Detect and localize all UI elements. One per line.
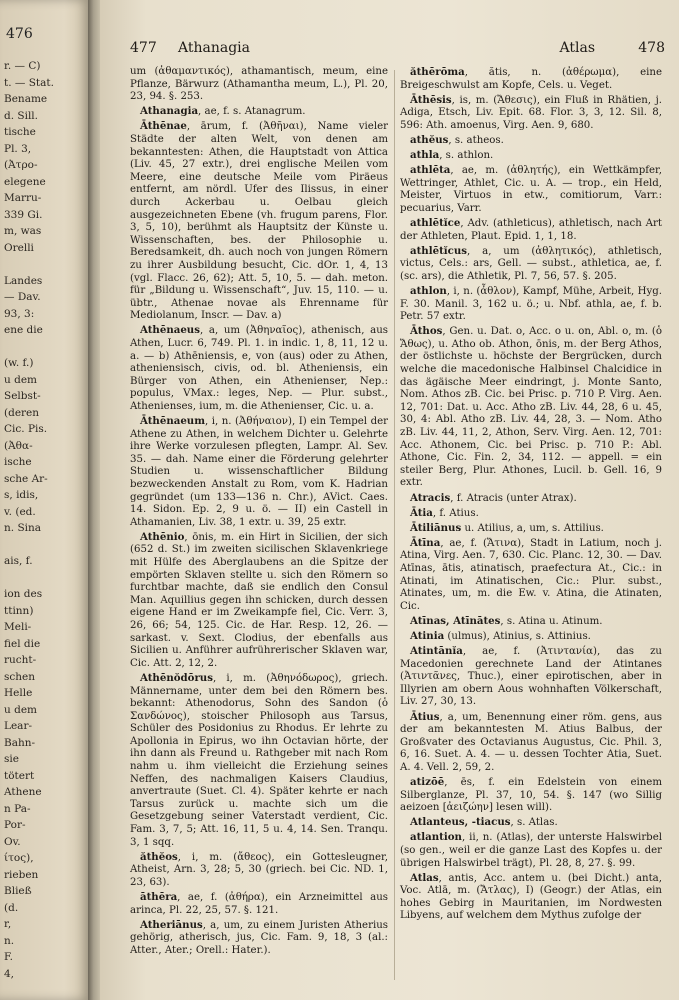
column-divider — [394, 70, 395, 980]
dictionary-entry — [130, 105, 388, 119]
dictionary-entry — [400, 285, 662, 324]
left-page-fragment: sie — [4, 753, 19, 765]
entry-headword: athlētĭcus — [410, 244, 467, 257]
entry-definition: , ae, m. (ἀθλητής), ein Wettkämpfer, Wettringer, Athlet, Cic. u. A. — trop., ein Held, Meister, Virtuos in etw., comitiorum, Varr.: pecuarius, Varr. — [400, 165, 662, 214]
left-page — [0, 0, 92, 1000]
entry-definition: u. Atilius, a, um, s. Attilius. — [461, 522, 604, 534]
entry-definition: , ārum, f. (Ἀθῆναι), Name vieler Städte der alten Welt, von denen am bekanntesten: Athen, die Hauptstadt von Attica (Liv. 45, 27 extr.), drei englische Meilen vom Meere, eine deutsche Meile vom Piräeus entfernt, am nördl. Ufer des Ilissus, in einer durch Ackerbau u. Oelbau gleich ausgezeichneten Ebene (vh. frugum parens, Flor. 3, 5, 10), berühmt als Hauptsitz der Künste u. Wissenschaften, bes. der Philosophie u. Beredsamkeit, dh. auch noch von jungen Römern zu ihrer Ausbildung besucht, Cic. dOr. 1, 4, 13 (vgl. Flacc. 26, 62); Att. 5, 10, 5. — dah. meton. für „Bildung u. Wissenschaft“, Juv. 15, 110. — u. übtr., Athenae novae als Ehrenname für Mediolanum, Inscr. — Dav. a) — [130, 121, 388, 322]
left-page-fragment: Bließ — [4, 885, 32, 897]
left-page-fragment: Athene — [4, 786, 42, 798]
dictionary-column-left — [130, 66, 388, 959]
entry-definition: , i, m. (ἄθεος), ein Gottesleugner, Atheist, Arn. 3, 28; 5, 30 (griech. bei Cic. ND. 1, 23, 63). — [130, 851, 388, 888]
left-page-fragment: t. — Stat. — [4, 76, 54, 89]
entry-headword: ăthĕos — [140, 850, 178, 863]
left-page-fragment: (w. f.) — [4, 357, 34, 369]
dictionary-entry — [130, 851, 388, 890]
entry-headword: Āthēnaeum — [140, 415, 205, 428]
left-page-fragment: n. Sina — [4, 522, 42, 534]
dictionary-entry — [400, 507, 662, 521]
entry-definition: um (ἀθαμαντικός), athamantisch, meum, eine Pflanze, Bärwurz (Athamantha meum, L.), Pl. 20, 23, 94. §. 253. — [130, 66, 388, 103]
entry-definition: , a, um (Ἀθηναῖος), athenisch, aus Athen, Lucr. 6, 749. Pl. 1. in indic. 1, 8, 11, 12 u. a. — b) Athēniensis, e, von (aus) oder zu Athen, atheniensisch, civis, od. bl. Atheniensis, ein Bürger von Athen, ein Athenienser, Nep.: populus, VMax.: leges, Nep. — Plur. subst., Athenienses, ium, m. die Athenienser, Cic. u. a. — [130, 325, 388, 412]
left-page-fragment: n Pa- — [4, 802, 31, 815]
dictionary-entry — [400, 94, 662, 133]
dictionary-entry — [400, 537, 662, 614]
page-header — [122, 40, 665, 60]
entry-definition: , antis, Acc. antem u. (bei Dicht.) anta, Voc. Atlā, m. (Ἄτλας), I) (Geogr.) der Atlas, ein hohes Gebirg in Mauritanien, im Nordwesten Libyens, auf welchem dem Mythus zufolge der — [400, 872, 662, 922]
entry-headword: Atheriānus — [140, 918, 203, 931]
left-page-fragment: rieben — [4, 868, 39, 881]
left-page-fragment: Bahn- — [4, 736, 36, 749]
left-page-fragment: ais, f. — [4, 555, 33, 567]
entry-definition: (ulmus), Atinius, s. Attinius. — [444, 630, 591, 642]
entry-headword: Āthēsis — [410, 93, 452, 106]
left-page-fragment: ίτος), — [4, 852, 34, 864]
entry-definition: , i, n. (ἆθλον), Kampf, Mühe, Arbeit, Hyg. F. 30. Manil. 3, 162 u. ö.; u. Nbf. athla, ae, f. b. Petr. 57 extr. — [400, 286, 662, 323]
left-page-fragment: s, idis, — [4, 489, 39, 501]
left-page-fragment: Marru- — [4, 192, 42, 204]
entry-definition: , i, n. (Ἀθήναιον), I) ein Tempel der Athene zu Athen, in welchem Dichter u. Gelehrte ihre Werke vorzulesen pflegten, Lampr. Al. Sev. 35. — dah. Name einer die Förderung gelehrter Studien u. wissenschaftlicher Bildung bezweckenden Anstalt zu Rom, vom K. Hadrian gegründet (um 133—136 n. Chr.), AVict. Caes. 14. Sidon. Ep. 2, 9 u. ö. — II) ein Castell in Athamanien, Liv. 38, 1 extr. u. 39, 25 extr. — [130, 416, 388, 528]
entry-definition: , ae, f. s. Atanagrum. — [198, 106, 306, 118]
entry-headword: atlantion — [410, 831, 462, 844]
left-page-fragment: (d. — [4, 901, 19, 914]
left-page-fragment: F. — [4, 951, 13, 963]
entry-definition: , a, um (ἀθλητικός), athletisch, victus, Cels.: ars, Gell. — subst., athletica, ae, f. (sc. ars), die Athletik, Pl. 7, 56, 57. §. 205. — [400, 245, 662, 282]
left-page-fragment: 93, 3: — [4, 307, 35, 320]
entry-headword: Ātiliānus — [410, 521, 462, 534]
left-page-fragment: schen — [4, 670, 36, 683]
dictionary-entry — [400, 134, 662, 148]
left-page-fragment: (Ἀθα- — [4, 439, 33, 452]
dictionary-entry — [400, 149, 662, 163]
entry-headword: athlētĭce — [410, 217, 461, 230]
left-page-fragment: — Dav. — [4, 291, 41, 303]
left-page-fragment: Meli- — [4, 621, 32, 633]
left-page-fragment: (deren — [4, 406, 40, 419]
left-page-fragment: n. — [4, 934, 15, 947]
dictionary-entry — [400, 831, 662, 870]
entry-headword: Atlanteus, -tiacus — [410, 816, 511, 829]
dictionary-entry — [400, 711, 662, 775]
left-page-fragment: elegene — [4, 175, 46, 188]
dictionary-entry — [400, 630, 662, 644]
entry-headword: Athēnaeus — [140, 324, 200, 337]
entry-definition: , s. atheos. — [448, 134, 504, 146]
dictionary-entry — [130, 120, 388, 323]
left-page-fragment: Lear- — [4, 720, 33, 732]
left-page-fragment: 339 Gi. — [4, 208, 43, 221]
dictionary-entry — [400, 816, 662, 830]
entry-headword: Ātia — [410, 506, 433, 519]
entry-headword: Atlas — [410, 871, 439, 884]
dictionary-entry — [400, 164, 662, 215]
left-page-number: 476 — [6, 26, 33, 42]
left-page-fragment: Por- — [4, 819, 26, 831]
dictionary-entry — [400, 872, 662, 923]
left-page-fragment: ion des — [4, 588, 43, 600]
entry-headword: Athēnŏdōrus — [140, 671, 213, 684]
entry-definition: , f. Atracis (unter Atrax). — [450, 492, 577, 504]
dictionary-entry — [400, 615, 662, 629]
entry-definition: , ēs, f. ein Edelstein von einem Silberglanze, Pl. 37, 10, 54. §. 147 (wo Sillig aeizoen [ἀειζώην] lesen will). — [400, 776, 662, 814]
entry-definition: , s. Atina u. Atinum. — [500, 615, 603, 627]
entry-definition: , ae, f. (Ἄτινα), Stadt in Latium, noch j. Atina, Virg. Aen. 7, 630. Cic. Planc. 12, 30. — Dav. Atīnas, ātis, atinatisch, praefectura At., Cic.: in Atinati, im Atinatischen, Cic.: Plur. subst., Atinates, um, m. die Ew. v. Atina, die Atinaten, Cic. — [400, 537, 662, 612]
left-page-fragment: r. — C) — [4, 60, 41, 72]
entry-definition: , Gen. u. Dat. o, Acc. o u. on, Abl. o, m. (ὁ Ἄθως), u. Atho ob. Athon, ōnis, m. der Berg Athos, der östlichste u. höchste der Bergrücken, durch welche die macedonische Halbinsel Chalcidice in das ägäische Meer eindringt, j. Monte Santo, Nom. Athos zB. Cic. bei Prisc. p. 710 P. Virg. Aen. 12, 701: Dat. u. Acc. Atho zB. Liv. 44, 28, 6 u. 45, 30, 4: Abl. Atho zB. Liv. 44, 28, 3. — Nom. Atho zB. Liv. 44, 11, 2, Athon, Serv. Virg. Aen. 12, 701: Acc. Athonem, Cic. bei Prisc. p. 710 P.: Abl. Athone, Cic. Fin. 2, 34, 112. — appell. = ein steiler Berg, Plur. Athones, Lucil. b. Gell. 16, 9 extr. — [400, 326, 662, 489]
entry-definition: , a, um, Benennung einer röm. gens, aus der am bekanntesten M. Atius Balbus, der Großvater des Octavianus Augustus, Cic. Phil. 3, 6, 16. Suet. A. 4. — u. dessen Tochter Atia, Suet. A. 4. Vell. 2, 59, 2. — [400, 711, 662, 773]
left-page-fragment: v. (ed. — [4, 505, 36, 518]
entry-headword: Athanagia — [140, 105, 199, 118]
left-page-fragment: rucht- — [4, 654, 37, 666]
left-page-fragment: d. Sill. — [4, 109, 39, 122]
left-page-fragment: Cic. Pis. — [4, 423, 48, 435]
left-page-fragment: Bename — [4, 93, 48, 105]
entry-headword: Atracis — [410, 491, 451, 504]
entry-headword: Āthēnae — [140, 120, 187, 133]
entry-headword: athĕus — [410, 133, 449, 146]
dictionary-entry — [130, 531, 388, 671]
entry-headword: āthēra — [140, 891, 178, 903]
left-page-fragment: Orelli — [4, 241, 34, 254]
dictionary-entry — [130, 415, 388, 529]
entry-definition: , s. Atlas. — [510, 817, 558, 829]
left-page-fragment: m, was — [4, 225, 42, 237]
entry-headword: Ātius — [410, 710, 440, 723]
page-number-left: 477 — [130, 40, 157, 56]
right-page — [100, 0, 679, 1000]
left-page-fragment: 4, — [4, 967, 15, 980]
running-head-right: Atlas — [559, 40, 595, 56]
dictionary-entry — [400, 66, 662, 92]
left-page-fragment: sche Ar- — [4, 472, 48, 485]
entry-headword: Atinia — [410, 629, 445, 642]
entry-headword: Āthos — [410, 325, 443, 338]
dictionary-entry — [400, 645, 662, 709]
entry-definition: , ii, n. (Atlas), der unterste Halswirbel (so gen., weil er die ganze Last des Kopfes u. der übrigen Halswirbel trägt), Pl. 28, 8, 27. §. 99. — [400, 832, 662, 869]
entry-headword: Atintānĭa — [410, 645, 463, 658]
dictionary-entry — [130, 324, 388, 413]
entry-definition: , ōnis, m. ein Hirt in Sicilien, der sich (652 d. St.) im zweiten sicilischen Sklavenkriege mit Hülfe des Aberglaubens an die Spitze der empörten Sklaven stellte u. sich den Römern so furchtbar machte, daß sie endlich den Consul Man. Aquillius gegen ihn schicken, durch dessen eigene Hand er im Zweikampfe fiel, Cic. Verr. 3, 26, 66; 54, 125. Cic. de Har. Resp. 12, 26. — sarkast. v. Sext. Clodius, der ebenfalls aus Sicilien u. Anführer aufrührerischer Sklaven war, Cic. Att. 2, 12, 2. — [130, 531, 388, 669]
dictionary-entry — [400, 217, 662, 243]
dictionary-entry — [130, 891, 388, 917]
dictionary-entry — [400, 492, 662, 506]
left-page-fragment: Pl. 3, — [4, 142, 32, 155]
dictionary-entry — [130, 672, 388, 849]
entry-definition: , f. Atius. — [432, 507, 479, 519]
entry-headword: Athēnio — [140, 530, 185, 543]
dictionary-column-right — [400, 66, 662, 925]
left-page-fragment: ttinn) — [4, 604, 34, 617]
left-page-fragment: ische — [4, 456, 32, 468]
entry-headword: athlon — [410, 285, 447, 297]
left-page-fragment: Ov. — [4, 835, 21, 848]
entry-definition: , is, m. (Ἄθεσις), ein Fluß in Rhätien, j. Adiga, Etsch, Liv. Epit. 68. Flor. 3, 3, 12. Sil. 8, 596: Ath. amoenus, Virg. Aen. 9, 680. — [400, 94, 662, 131]
dictionary-entry — [130, 919, 388, 958]
dictionary-entry — [400, 776, 662, 815]
dictionary-entry — [400, 325, 662, 490]
left-page-fragment: u dem — [4, 373, 37, 386]
running-head-left: Athanagia — [178, 40, 251, 56]
entry-headword: athla — [410, 149, 440, 162]
left-page-fragment: tische — [4, 126, 36, 138]
left-page-fragment: r, — [4, 918, 12, 930]
left-page-fragment: fiel die — [4, 637, 41, 650]
left-page-fragment: Selbst- — [4, 390, 41, 402]
entry-headword: athlēta — [410, 164, 451, 177]
entry-headword: Ātīna — [410, 536, 441, 549]
entry-definition: , a, um, zu einem Juristen Atherius gehörig, atherisch, jus, Cic. Fam. 9, 18, 3 (al.: Atter., Ater.; Orell.: Hater.). — [130, 919, 388, 956]
left-page-fragment: Landes — [4, 274, 43, 287]
dictionary-entry — [400, 522, 662, 536]
entry-definition: , ae, f. (ἀθήρα), ein Arzneimittel aus arinca, Pl. 22, 25, 57. §. 121. — [130, 892, 388, 916]
entry-definition: , ae, f. (Ἀτιντανία), das zu Macedonien gerechnete Land der Atintanes (Ἀτιντᾶνες, Thuc.), einer epirotischen, aber in Illyrien am obern Aous wohnhaften Völkerschaft, Liv. 27, 30, 13. — [400, 646, 662, 708]
left-page-fragment: tötert — [4, 769, 35, 782]
entry-definition: , ătis, n. (ἀθέρωμα), eine Breigeschwulst am Kopfe, Cels. u. Veget. — [400, 67, 662, 91]
left-page-fragment: Helle — [4, 687, 33, 699]
dictionary-entry — [400, 245, 662, 284]
left-page-fragment: ene die — [4, 324, 43, 336]
left-page-fragment: u dem — [4, 703, 37, 716]
entry-definition: , i, m. (Ἀθηνόδωρος), griech. Männername, unter dem bei den Römern bes. bekannt: Athenodorus, Sohn des Sandon (ὁ Σανδώνος), stoischer Philosoph aus Tarsus, Schüler des Posidonius zu Rhodus. Er lehrte zu Apollonia in Epirus, wo ihn Octavian hörte, der ihn dann als Freund u. Rathgeber mit nach Rom nahm u. ihm vielleicht die Erziehung seines Neffen, des nachmaligen Kaisers Claudius, anvertraute (Suet. Cl. 4). Später kehrte er nach Tarsus zurück u. machte sich um die Gesetzgebung seiner Vaterstadt verdient, Cic. Fam. 3, 7, 5; Att. 16, 11, 5 u. 4, 14. Sen. Tranqu. 3, 1 sqq. — [130, 672, 388, 848]
entry-headword: Atīnas, Atīnātes — [410, 614, 501, 627]
dictionary-entry — [130, 66, 388, 104]
entry-definition: , Adv. (athleticus), athletisch, nach Art der Athleten, Plaut. Epid. 1, 1, 18. — [400, 218, 662, 242]
entry-headword: ăthērōma — [410, 66, 465, 78]
entry-headword: atizōē — [410, 775, 445, 788]
page-number-right: 478 — [638, 40, 665, 56]
left-page-fragment: (Ἀτρο- — [4, 159, 38, 171]
entry-definition: , s. athlon. — [439, 150, 494, 162]
